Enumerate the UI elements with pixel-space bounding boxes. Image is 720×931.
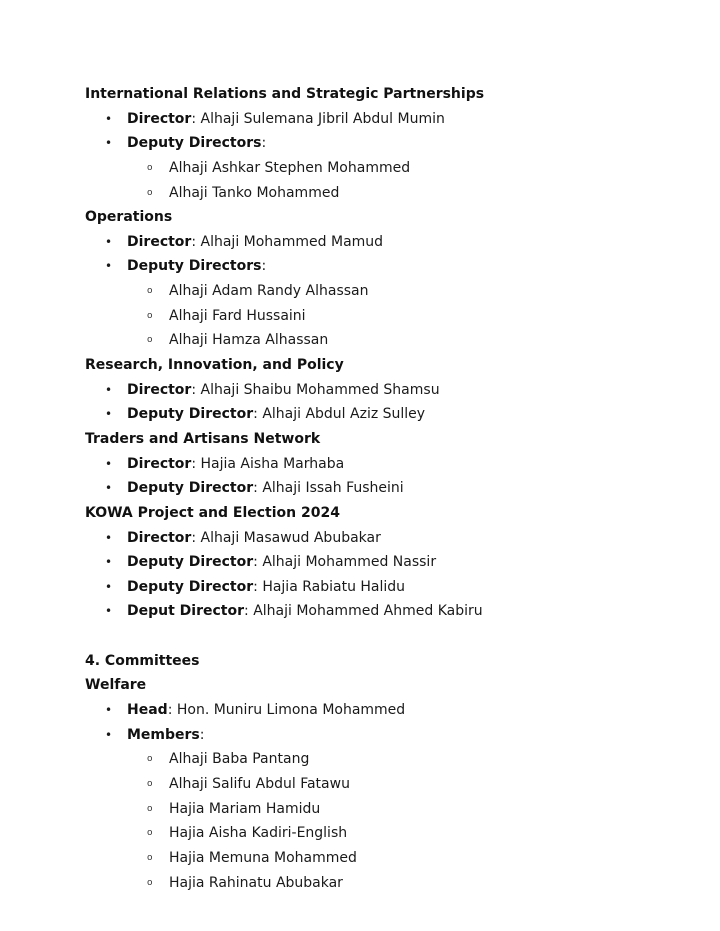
- section-title: KOWA Project and Election 2024: [85, 504, 340, 521]
- person-name: Alhaji Fard Hussaini: [169, 307, 306, 324]
- bullet-icon: •: [105, 234, 113, 249]
- list-item: [85, 698, 705, 723]
- separator: :: [253, 480, 263, 497]
- separator: :: [199, 726, 205, 743]
- list-item: [85, 575, 705, 600]
- circle-bullet-icon: o: [147, 187, 153, 198]
- bullet-icon: •: [105, 530, 113, 545]
- role-label: Head: [127, 702, 168, 719]
- circle-bullet-icon: o: [147, 877, 153, 888]
- bullet-icon: •: [105, 456, 113, 471]
- circle-bullet-icon: o: [147, 778, 153, 789]
- circle-bullet-icon: o: [147, 310, 153, 321]
- person-name: Alhaji Ashkar Stephen Mohammed: [169, 159, 411, 176]
- person-name: Hajia Rahinatu Abubakar: [169, 874, 343, 891]
- list-item: [85, 254, 705, 279]
- role-label: Members: [127, 726, 200, 743]
- circle-bullet-icon: o: [147, 286, 153, 297]
- bullet-icon: •: [105, 579, 113, 594]
- person-name: Hajia Memuna Mohammed: [169, 849, 357, 866]
- person-name: Hajia Aisha Marhaba: [200, 455, 345, 472]
- person-name: Alhaji Baba Pantang: [169, 751, 310, 768]
- circle-bullet-icon: o: [147, 335, 153, 346]
- list-item: [85, 131, 705, 156]
- role-label: Deput Director: [127, 603, 245, 620]
- separator: :: [261, 258, 267, 275]
- person-name: Alhaji Abdul Aziz Sulley: [262, 406, 426, 423]
- separator: :: [191, 233, 201, 250]
- member-item: [85, 871, 705, 896]
- person-name: Hon. Muniru Limona Mohammed: [176, 702, 406, 719]
- circle-bullet-icon: o: [147, 754, 153, 765]
- separator: :: [253, 578, 263, 595]
- person-name: Alhaji Masawud Abubakar: [200, 529, 381, 546]
- section-title: Traders and Artisans Network: [85, 430, 321, 447]
- person-name: Hajia Mariam Hamidu: [169, 800, 321, 817]
- bullet-icon: •: [105, 259, 113, 274]
- circle-bullet-icon: o: [147, 852, 153, 863]
- person-name: Hajia Rabiatu Halidu: [262, 578, 406, 595]
- separator: :: [191, 381, 201, 398]
- list-item: [85, 107, 705, 132]
- role-label: Deputy Director: [127, 480, 254, 497]
- separator: :: [191, 529, 201, 546]
- bullet-icon: •: [105, 407, 113, 422]
- spacer: [85, 624, 705, 649]
- separator: :: [244, 603, 254, 620]
- member-item: [85, 181, 705, 206]
- committee-title: Welfare: [85, 677, 147, 694]
- person-name: Hajia Aisha Kadiri-English: [169, 825, 348, 842]
- bullet-icon: •: [105, 555, 113, 570]
- section-title: Research, Innovation, and Policy: [85, 357, 344, 374]
- document-page: [85, 82, 705, 895]
- member-item: [85, 747, 705, 772]
- committees-heading: 4. Committees: [85, 652, 200, 669]
- bullet-icon: •: [105, 382, 113, 397]
- bullet-icon: •: [105, 727, 113, 742]
- section-title: International Relations and Strategic Partnerships: [85, 86, 485, 102]
- role-label: Deputy Director: [127, 578, 254, 595]
- person-name: Alhaji Issah Fusheini: [262, 480, 404, 497]
- person-name: Alhaji Mohammed Nassir: [262, 554, 437, 571]
- member-item: [85, 156, 705, 181]
- bullet-icon: •: [105, 604, 113, 619]
- circle-bullet-icon: o: [147, 828, 153, 839]
- list-item: [85, 230, 705, 255]
- person-name: Alhaji Mohammed Ahmed Kabiru: [253, 603, 483, 620]
- circle-bullet-icon: o: [147, 162, 153, 173]
- person-name: Alhaji Adam Randy Alhassan: [169, 283, 369, 300]
- member-item: [85, 797, 705, 822]
- member-item: [85, 846, 705, 871]
- person-name: Alhaji Shaibu Mohammed Shamsu: [200, 381, 440, 398]
- bullet-icon: •: [105, 703, 113, 718]
- role-label: Director: [127, 529, 192, 546]
- role-label: Director: [127, 455, 192, 472]
- separator: :: [191, 455, 201, 472]
- list-item: [85, 378, 705, 403]
- list-item: [85, 476, 705, 501]
- circle-bullet-icon: o: [147, 803, 153, 814]
- role-label: Director: [127, 110, 192, 127]
- list-item: [85, 452, 705, 477]
- person-name: Alhaji Sulemana Jibril Abdul Mumin: [200, 110, 445, 127]
- role-label: Deputy Director: [127, 406, 254, 423]
- separator: :: [191, 110, 201, 127]
- member-item: [85, 279, 705, 304]
- role-label: Director: [127, 381, 192, 398]
- person-name: Alhaji Salifu Abdul Fatawu: [169, 775, 350, 792]
- role-label: Deputy Director: [127, 554, 254, 571]
- separator: :: [261, 135, 267, 152]
- role-label: Deputy Directors: [127, 135, 262, 152]
- person-name: Alhaji Mohammed Mamud: [200, 233, 384, 250]
- member-item: [85, 304, 705, 329]
- person-name: Alhaji Hamza Alhassan: [169, 332, 329, 349]
- list-item: [85, 402, 705, 427]
- separator: :: [253, 554, 263, 571]
- member-item: [85, 821, 705, 846]
- section-title: Operations: [85, 209, 173, 226]
- bullet-icon: •: [105, 481, 113, 496]
- list-item: [85, 599, 705, 624]
- role-label: Director: [127, 233, 192, 250]
- list-item: [85, 723, 705, 748]
- separator: :: [167, 702, 177, 719]
- person-name: Alhaji Tanko Mohammed: [169, 184, 340, 201]
- member-item: [85, 772, 705, 797]
- role-label: Deputy Directors: [127, 258, 262, 275]
- member-item: [85, 328, 705, 353]
- bullet-icon: •: [105, 111, 113, 126]
- bullet-icon: •: [105, 136, 113, 151]
- list-item: [85, 550, 705, 575]
- separator: :: [253, 406, 263, 423]
- list-item: [85, 526, 705, 551]
